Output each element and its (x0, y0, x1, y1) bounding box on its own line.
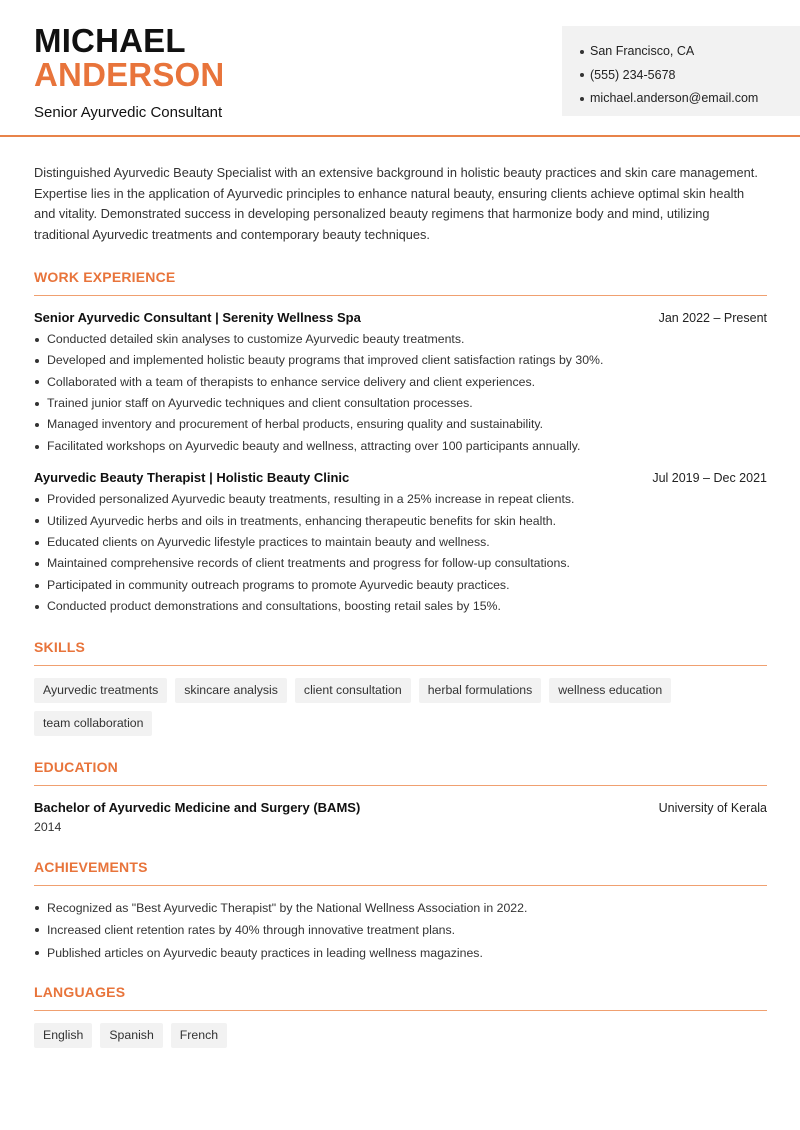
resume-content (34, 137, 767, 1048)
bullet-icon (35, 519, 39, 523)
list-item (34, 372, 767, 393)
job-bullets (34, 489, 767, 617)
skill-chip: Ayurvedic treatments (34, 678, 167, 703)
bullet-icon (35, 423, 39, 427)
languages-list (34, 1023, 767, 1048)
languages-heading: LANGUAGES (34, 984, 767, 1011)
work-experience-heading: WORK EXPERIENCE (34, 269, 767, 296)
skill-chip: wellness education (549, 678, 671, 703)
language-chip: English (34, 1023, 92, 1048)
email-text: michael.anderson@email.com (590, 91, 759, 105)
bullet-icon (35, 402, 39, 406)
list-item (34, 919, 767, 942)
phone-text: (555) 234-5678 (590, 67, 676, 82)
education-heading: EDUCATION (34, 759, 767, 786)
bullet-text: Educated clients on Ayurvedic lifestyle practices to maintain beauty and wellness. (47, 535, 490, 550)
list-item (34, 532, 767, 553)
job-role: Ayurvedic Beauty Therapist | Holistic Beauty Clinic (34, 470, 350, 486)
bullet-icon (580, 73, 584, 77)
language-chip: French (171, 1023, 227, 1048)
education-year: 2014 (34, 819, 62, 834)
bullet-text: Managed inventory and procurement of herbal products, ensuring quality and sustainability. (47, 417, 544, 432)
list-item (34, 897, 767, 920)
bullet-text: Developed and implemented holistic beauty programs that improved client satisfaction ratings by 30%. (47, 353, 604, 368)
bullet-icon (35, 906, 39, 910)
job-date: Jan 2022 – Present (658, 310, 767, 325)
bullet-icon (35, 562, 39, 566)
list-item (34, 393, 767, 414)
resume-header (0, 0, 800, 137)
first-name: MICHAEL (34, 22, 186, 59)
list-item (34, 436, 767, 457)
bullet-text: Recognized as "Best Ayurvedic Therapist" by the National Wellness Association in 2022. (47, 900, 528, 915)
bullet-text: Increased client retention rates by 40% through innovative treatment plans. (47, 923, 456, 938)
list-item (34, 553, 767, 574)
list-item (34, 596, 767, 617)
summary: Distinguished Ayurvedic Beauty Specialist with an extensive background in holistic beauty practices and skin care management. Expertise lies in the application of Ayurvedic principles to enhance natural beauty, ensuring clients achieve optimal skin health and vitality. Demonstrated success in developing personalized beauty regimens that harmonize body and mind, utilizing traditional Ayurvedic treatments and contemporary beauty techniques. (34, 165, 758, 243)
list-item (34, 350, 767, 371)
bullet-icon (35, 541, 39, 545)
bullet-icon (35, 445, 39, 449)
skill-chip: skincare analysis (175, 678, 287, 703)
skills-list (34, 678, 767, 736)
achievements-list (34, 897, 767, 965)
list-item (34, 511, 767, 532)
job-title: Senior Ayurvedic Consultant (34, 104, 223, 121)
bullet-text: Participated in community outreach programs to promote Ayurvedic beauty practices. (47, 577, 510, 592)
bullet-text: Conducted product demonstrations and consultations, boosting retail sales by 15%. (47, 599, 501, 614)
bullet-icon (35, 951, 39, 955)
bullet-icon (35, 928, 39, 932)
job-header (34, 470, 767, 485)
bullet-text: Published articles on Ayurvedic beauty practices in leading wellness magazines. (47, 945, 483, 960)
bullet-text: Utilized Ayurvedic herbs and oils in treatments, enhancing therapeutic benefits for skin health. (47, 513, 557, 528)
bullet-icon (35, 380, 39, 384)
list-item (34, 414, 767, 435)
list-item (34, 575, 767, 596)
last-name: ANDERSON (34, 56, 225, 93)
job-header (34, 310, 767, 325)
achievements-heading: ACHIEVEMENTS (34, 859, 767, 886)
list-item (34, 942, 767, 965)
education-header (34, 800, 767, 815)
bullet-icon (35, 498, 39, 502)
bullet-icon (35, 605, 39, 609)
contact-box (562, 26, 800, 116)
job-date: Jul 2019 – Dec 2021 (652, 471, 767, 486)
bullet-text: Trained junior staff on Ayurvedic techniques and client consultation processes. (47, 396, 473, 411)
bullet-icon (580, 50, 584, 54)
bullet-text: Provided personalized Ayurvedic beauty treatments, resulting in a 25% increase in repeat clients. (47, 492, 575, 507)
skill-chip: client consultation (295, 678, 411, 703)
school: University of Kerala (658, 800, 767, 815)
language-chip: Spanish (100, 1023, 162, 1048)
bullet-text: Facilitated workshops on Ayurvedic beauty and wellness, attracting over 100 participants annually. (47, 438, 581, 453)
bullet-text: Collaborated with a team of therapists to enhance service delivery and client experiences. (47, 374, 536, 389)
bullet-icon (35, 584, 39, 588)
contact-email (580, 87, 800, 111)
list-item (34, 489, 767, 510)
skill-chip: herbal formulations (419, 678, 542, 703)
bullet-icon (35, 338, 39, 342)
bullet-icon (35, 359, 39, 363)
name-block (34, 24, 224, 121)
bullet-text: Maintained comprehensive records of client treatments and progress for follow-up consultations. (47, 556, 570, 571)
list-item (34, 329, 767, 350)
contact-phone (580, 64, 800, 88)
location-text: San Francisco, CA (590, 44, 695, 58)
contact-location (580, 40, 800, 64)
job-role: Senior Ayurvedic Consultant | Serenity Wellness Spa (34, 309, 361, 325)
skills-heading: SKILLS (34, 639, 767, 666)
bullet-icon (580, 97, 584, 101)
bullet-text: Conducted detailed skin analyses to customize Ayurvedic beauty treatments. (47, 331, 465, 346)
skill-chip: team collaboration (34, 711, 152, 736)
job-bullets (34, 329, 767, 457)
degree: Bachelor of Ayurvedic Medicine and Surgery (BAMS) (34, 799, 361, 815)
